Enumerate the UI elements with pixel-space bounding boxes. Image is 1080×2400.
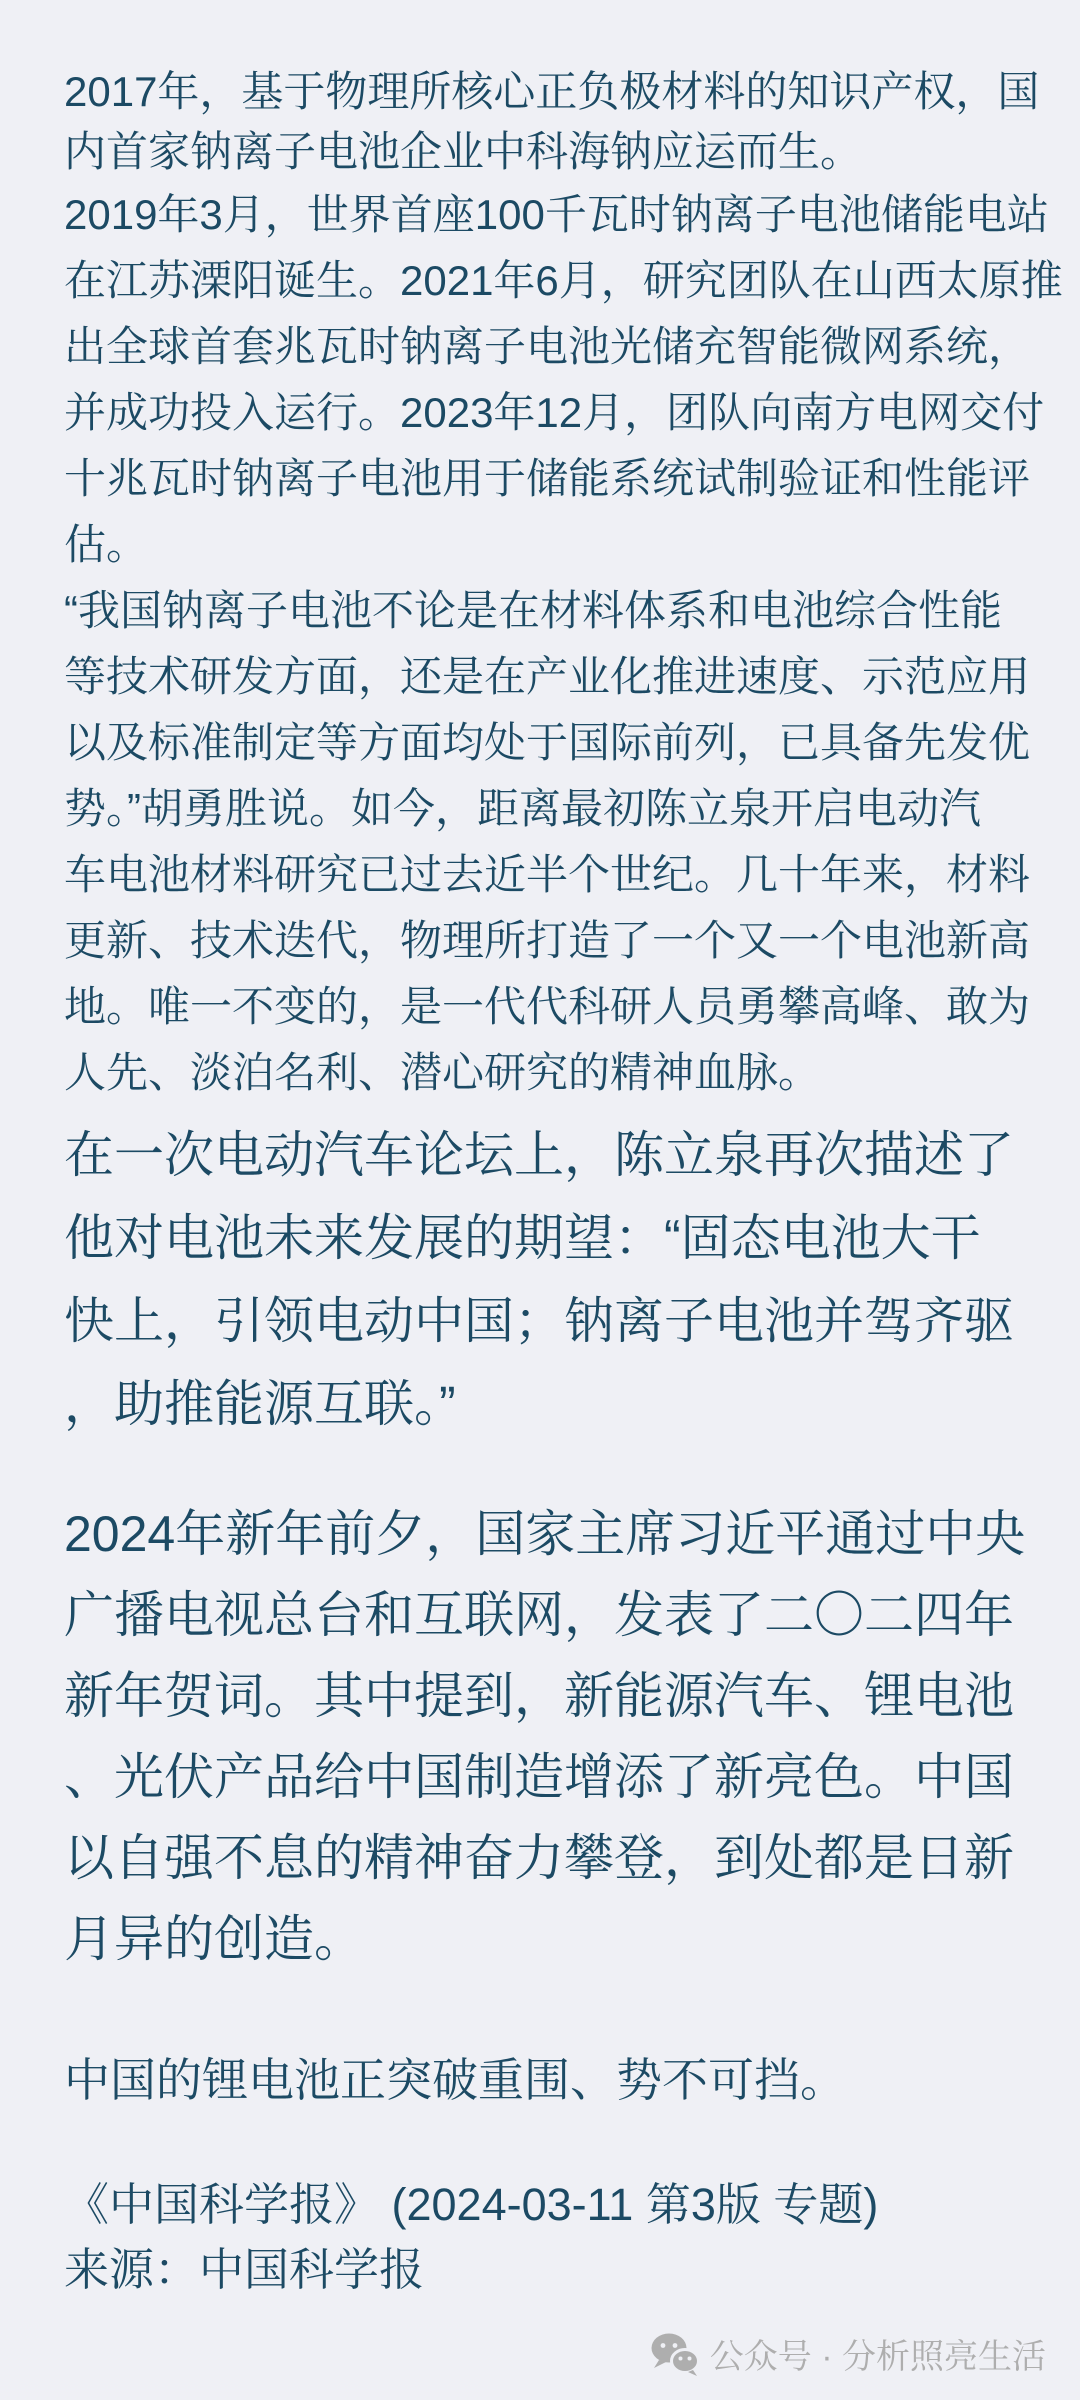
- text-line: 等技术研发方面，还是在产业化推进速度、示范应用: [64, 653, 1031, 700]
- text-line: 以及标准制定等方面均处于国际前列，已具备先发优: [64, 719, 1031, 766]
- text-line: 势。”胡勇胜说。如今，距离最初陈立泉开启电动汽: [64, 785, 981, 832]
- text-line: 并成功投入运行。2023年12月，团队向南方电网交付: [64, 389, 1045, 436]
- text-line: 、光伏产品给中国制造增添了新亮色。中国: [64, 1749, 1014, 1805]
- paragraph-highlight: [64, 1494, 1024, 1980]
- text-line: 出全球首套兆瓦时钠离子电池光储充智能微网系统，: [64, 323, 1031, 370]
- text-line: 车电池材料研究已过去近半个世纪。几十年来，材料: [64, 851, 1031, 898]
- text-line: 新年贺词。其中提到，新能源汽车、锂电池: [64, 1668, 1014, 1724]
- paragraph: [64, 578, 1031, 1106]
- text-line: 来源：中国科学报: [64, 2244, 425, 2295]
- paragraph-source: [64, 2172, 1024, 2302]
- text-line: 2024年新年前夕，国家主席习近平通过中央: [64, 1506, 1026, 1562]
- text-line: 月异的创造。: [64, 1911, 364, 1967]
- wechat-icon: [650, 2332, 700, 2376]
- text-line: ，助推能源互联。”: [64, 1376, 456, 1432]
- text-line: 他对电池未来发展的期望：“固态电池大干: [64, 1210, 981, 1266]
- text-line: 《中国科学报》 (2024-03-11 第3版 专题): [64, 2179, 879, 2230]
- text-line: 更新、技术迭代，物理所打造了一个又一个电池新高: [64, 917, 1031, 964]
- text-line: 2019年3月，世界首座100千瓦时钠离子电池储能电站: [64, 191, 1049, 238]
- text-line: “我国钠离子电池不论是在材料体系和电池综合性能: [64, 587, 1002, 634]
- text-line: 十兆瓦时钠离子电池用于储能系统试制验证和性能评: [64, 455, 1031, 502]
- text-line: 广播电视总台和互联网，发表了二〇二四年: [64, 1587, 1014, 1643]
- paragraph: [64, 2050, 1024, 2110]
- paragraph: [64, 182, 1063, 578]
- text-line: 估。: [64, 521, 149, 568]
- text-line: 人先、淡泊名利、潜心研究的精神血脉。: [64, 1049, 821, 1096]
- paragraph: [64, 62, 1040, 182]
- article-body: [64, 62, 1063, 2302]
- text-line: 2017年，基于物理所核心正负极材料的知识产权，国: [64, 68, 1040, 115]
- watermark-label: 公众号 · 分析照亮生活: [709, 2338, 1046, 2376]
- text-line: 以自强不息的精神奋力攀登，到处都是日新: [64, 1830, 1014, 1886]
- text-line: 地。唯一不变的，是一代代科研人员勇攀高峰、敢为: [64, 983, 1031, 1030]
- text-line: 内首家钠离子电池企业中科海钠应运而生。: [64, 128, 863, 175]
- paragraph-highlight: [64, 1114, 1024, 1446]
- text-line: 在江苏溧阳诞生。2021年6月，研究团队在山西太原推: [64, 257, 1063, 304]
- text-line: 中国的锂电池正突破重围、势不可挡。: [64, 2054, 846, 2106]
- text-line: 快上，引领电动中国；钠离子电池并驾齐驱: [64, 1293, 1014, 1349]
- text-line: 在一次电动汽车论坛上，陈立泉再次描述了: [64, 1127, 1014, 1183]
- watermark: [650, 2329, 1046, 2378]
